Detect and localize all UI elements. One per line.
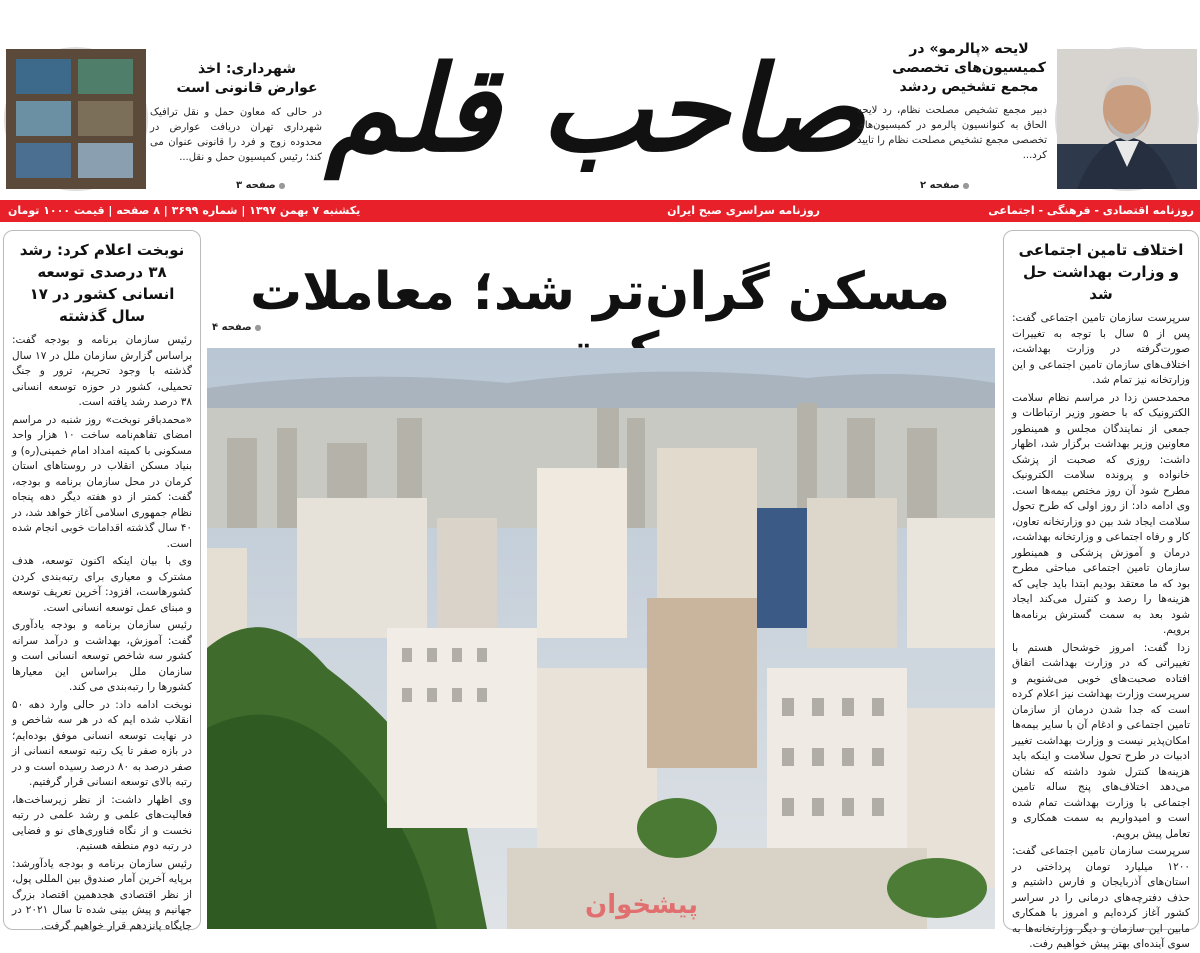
main-headline[interactable]: مسکن گران‌تر شد؛ معاملات bbox=[249, 262, 951, 322]
masthead-logo bbox=[324, 0, 866, 200]
teaser-right-photo[interactable] bbox=[1055, 47, 1199, 191]
left-paragraph: نوبخت ادامه داد: در حالی وارد دهه ۵۰ انقلاب شده ایم که در هر سه شاخص و در نهایت توسعه انسانی موفق بوده‌ایم؛ در بازه صفر تا یک رتبه توسعه انسانی از صفر درصد به ۸۰ درصد رسیده است و در رتبه بالای توسعه انسانی قرار گرفتیم. bbox=[12, 698, 192, 788]
band-issue-info: یکشنبه ۷ بهمن ۱۳۹۷ | شماره ۳۶۹۹ | ۸ صفحه | قیمت ۱۰۰۰ تومان bbox=[8, 204, 361, 217]
header-band bbox=[0, 200, 1200, 222]
watermark-text: پیشخوان bbox=[585, 890, 698, 920]
right-paragraph: زدا گفت: امروز خوشحال هستم با تغییراتی که در وزارت بهداشت اتفاق افتاده صحبت‌های خوبی می‌شنویم و سرپرست وزارت بهداشت نیز اعلام کرده است که جدا شدن درمان از سازمان تامین اجتماعی و ادغام آن با سایر بیمه‌ها امکان‌پذیر نیست و وزارت بهداشت تغییر ادبیات در طرح تحول سلامت و اینکه باید هزینه‌ها کنترل شود داشته که نشان می‌دهد اختلاف‌های پنج ساله تامین اجتماعی با وزارت بهداشت تمام شده است و امیدواریم به سمت همکاری و تعامل پیش برویم. bbox=[1012, 641, 1190, 840]
left-paragraph: رئیس سازمان برنامه و بودجه گفت: براساس گزارش سازمان ملل در ۱۷ سال گذشته با وجود تحریم، ترور و جنگ تحمیلی، کشور در حوزه توسعه انسانی ۳۸ درصد رشد یافته است. bbox=[12, 334, 193, 408]
left-column-title[interactable]: نوبخت اعلام کرد: رشد ۳۸ درصدی توسعه انسانی کشور در ۱۷ سال گذشته bbox=[19, 241, 185, 325]
band-tagline: روزنامه سراسری صبح ایران bbox=[667, 204, 820, 217]
teaser-left-title[interactable]: شهرداری: اخذ عوارض قانونی است bbox=[176, 61, 318, 96]
right-paragraph: محمدحسن زدا در مراسم نظام سلامت الکترونیک که با حضور وزیر ارتباطات و جمعی از نمایندگان مجلس و همینطور معاونین وزیر بهداشت برگزار شد، اظهار داشت: روزی که صحبت از پزشک خانواده و پرونده سلامت الکترونیک مطرح شود آن روز مختص بیمه‌ها است. وی ادامه داد: از روز اولی که طرح تحول سلامت ایجاد شد بین دو وزارتخانه تعاون، کار و رفاه اجتماعی و وزارتخانه بهداشت، درمان و آموزش پزشکی و همینطور سازمان تامین اجتماعی مباحثی مطرح بود که ما معتقد بودیم ابتدا باید جایی که هزینه‌ها را رصد و کنترل می‌کند ایجاد شود بعد به سمت گسترش برنامه‌ها برویم. bbox=[1012, 391, 1190, 636]
left-paragraph: رئیس سازمان برنامه و بودجه یادآورشد: برپایه آخرین آمار صندوق بین المللی پول، از نظر اقتصادی هجدهمین اقتصاد بزرگ جهانیم و پیش بینی شده تا سال ۲۰۲۱ در جایگاه پانزدهم قرار خواهیم گرفت. bbox=[12, 857, 192, 932]
band-category: روزنامه اقتصادی - فرهنگی - اجتماعی bbox=[988, 204, 1194, 217]
left-paragraph: «محمدباقر نوبخت» روز شنبه در مراسم امضای تفاهم‌نامه ساخت ۱۰ هزار واحد مسکونی با کمیته امداد امام خمینی(ره) و بنیاد مسکن انقلاب در روستاهای استان کرمان در محل سازمان برنامه و بودجه، گفت: کمتر از دو هفته دیگر دهه پنجاه نظام جمهوری اسلامی آغاز خواهد شد، در ۴۰ سال گذشته اقدامات خوبی انجام شده است. bbox=[12, 413, 192, 550]
left-column-body bbox=[12, 333, 192, 934]
right-column-title[interactable]: اختلاف تامین اجتماعی و وزارت بهداشت حل شد bbox=[1018, 241, 1184, 303]
teaser-right-title[interactable]: لایحه «پالرمو» در کمیسیون‌های تخصصی مجمع تشخیص ردشد bbox=[892, 41, 1046, 95]
right-column bbox=[1003, 230, 1199, 950]
left-paragraph: وی با بیان اینکه اکنون توسعه، هدف مشترک و معیاری برای رتبه‌بندی کردن کشورهاست، افزود: آخرین تعریف توسعه و مبنای عمل توسعه انسانی است. bbox=[12, 555, 192, 614]
right-paragraph: سرپرست سازمان تامین اجتماعی گفت: ۱۲۰۰ میلیارد تومان پرداختی در استان‌های آذربایجان و فارس داشتیم و حذف دفترچه‌های درمانی را در سراسر کشور آغاز کرده‌ایم و امروز با همکاری مابین این سازمان و دیگر وزارتخانه‌ها به سوی آینده‌ای بهتر پیش خواهیم رفت. bbox=[1012, 845, 1190, 950]
right-column-body bbox=[1012, 311, 1190, 953]
left-column bbox=[3, 230, 201, 930]
logo-text: صاحب قلم bbox=[324, 39, 866, 178]
teaser-right-text: دبیر مجمع تشخیص مصلحت نظام، رد لایحه الحاق به کنوانسیون پالرمو در کمیسیون‌های تخصصی مجمع تشخیص مصلحت نظام را تایید کرد... bbox=[857, 105, 1047, 161]
teaser-left-text: در حالی که معاون حمل و نقل ترافیک شهرداری تهران دریافت عوارض در محدوده زوج و فرد را قانونی عنوان می کند؛ رئیس کمیسیون حمل و نقل... bbox=[150, 107, 322, 163]
teaser-right-page-ref[interactable]: ● صفحه ۲ bbox=[920, 180, 970, 191]
left-paragraph: رئیس سازمان برنامه و بودجه یادآوری گفت: آموزش، بهداشت و درآمد سرانه کشور سه شاخص توسعه انسانی است و سازمان ملل براساس این معیارها کشورها را رتبه‌بندی می کند. bbox=[12, 619, 192, 693]
right-paragraph: سرپرست سازمان تامین اجتماعی گفت: پس از ۵ سال با توجه به تغییرات صورت‌گرفته در وزارت بهداشت، اختلاف‌های سازمان تامین اجتماعی و این وزارتخانه نیز تمام شد. bbox=[1012, 312, 1190, 386]
teaser-left-photo[interactable] bbox=[4, 47, 148, 191]
main-page-ref[interactable]: ● صفحه ۴ bbox=[212, 322, 262, 333]
teaser-left-page-ref[interactable]: ● صفحه ۳ bbox=[236, 180, 286, 191]
left-paragraph: وی اظهار داشت: از نظر زیرساخت‌ها، فعالیت‌های علمی و رشد علمی در رتبه نخست و از نگاه فناوری‌های نو و فضایی در رتبه دوم منطقه هستیم. bbox=[12, 793, 192, 852]
main-photo-tehran-skyline[interactable] bbox=[207, 348, 995, 929]
